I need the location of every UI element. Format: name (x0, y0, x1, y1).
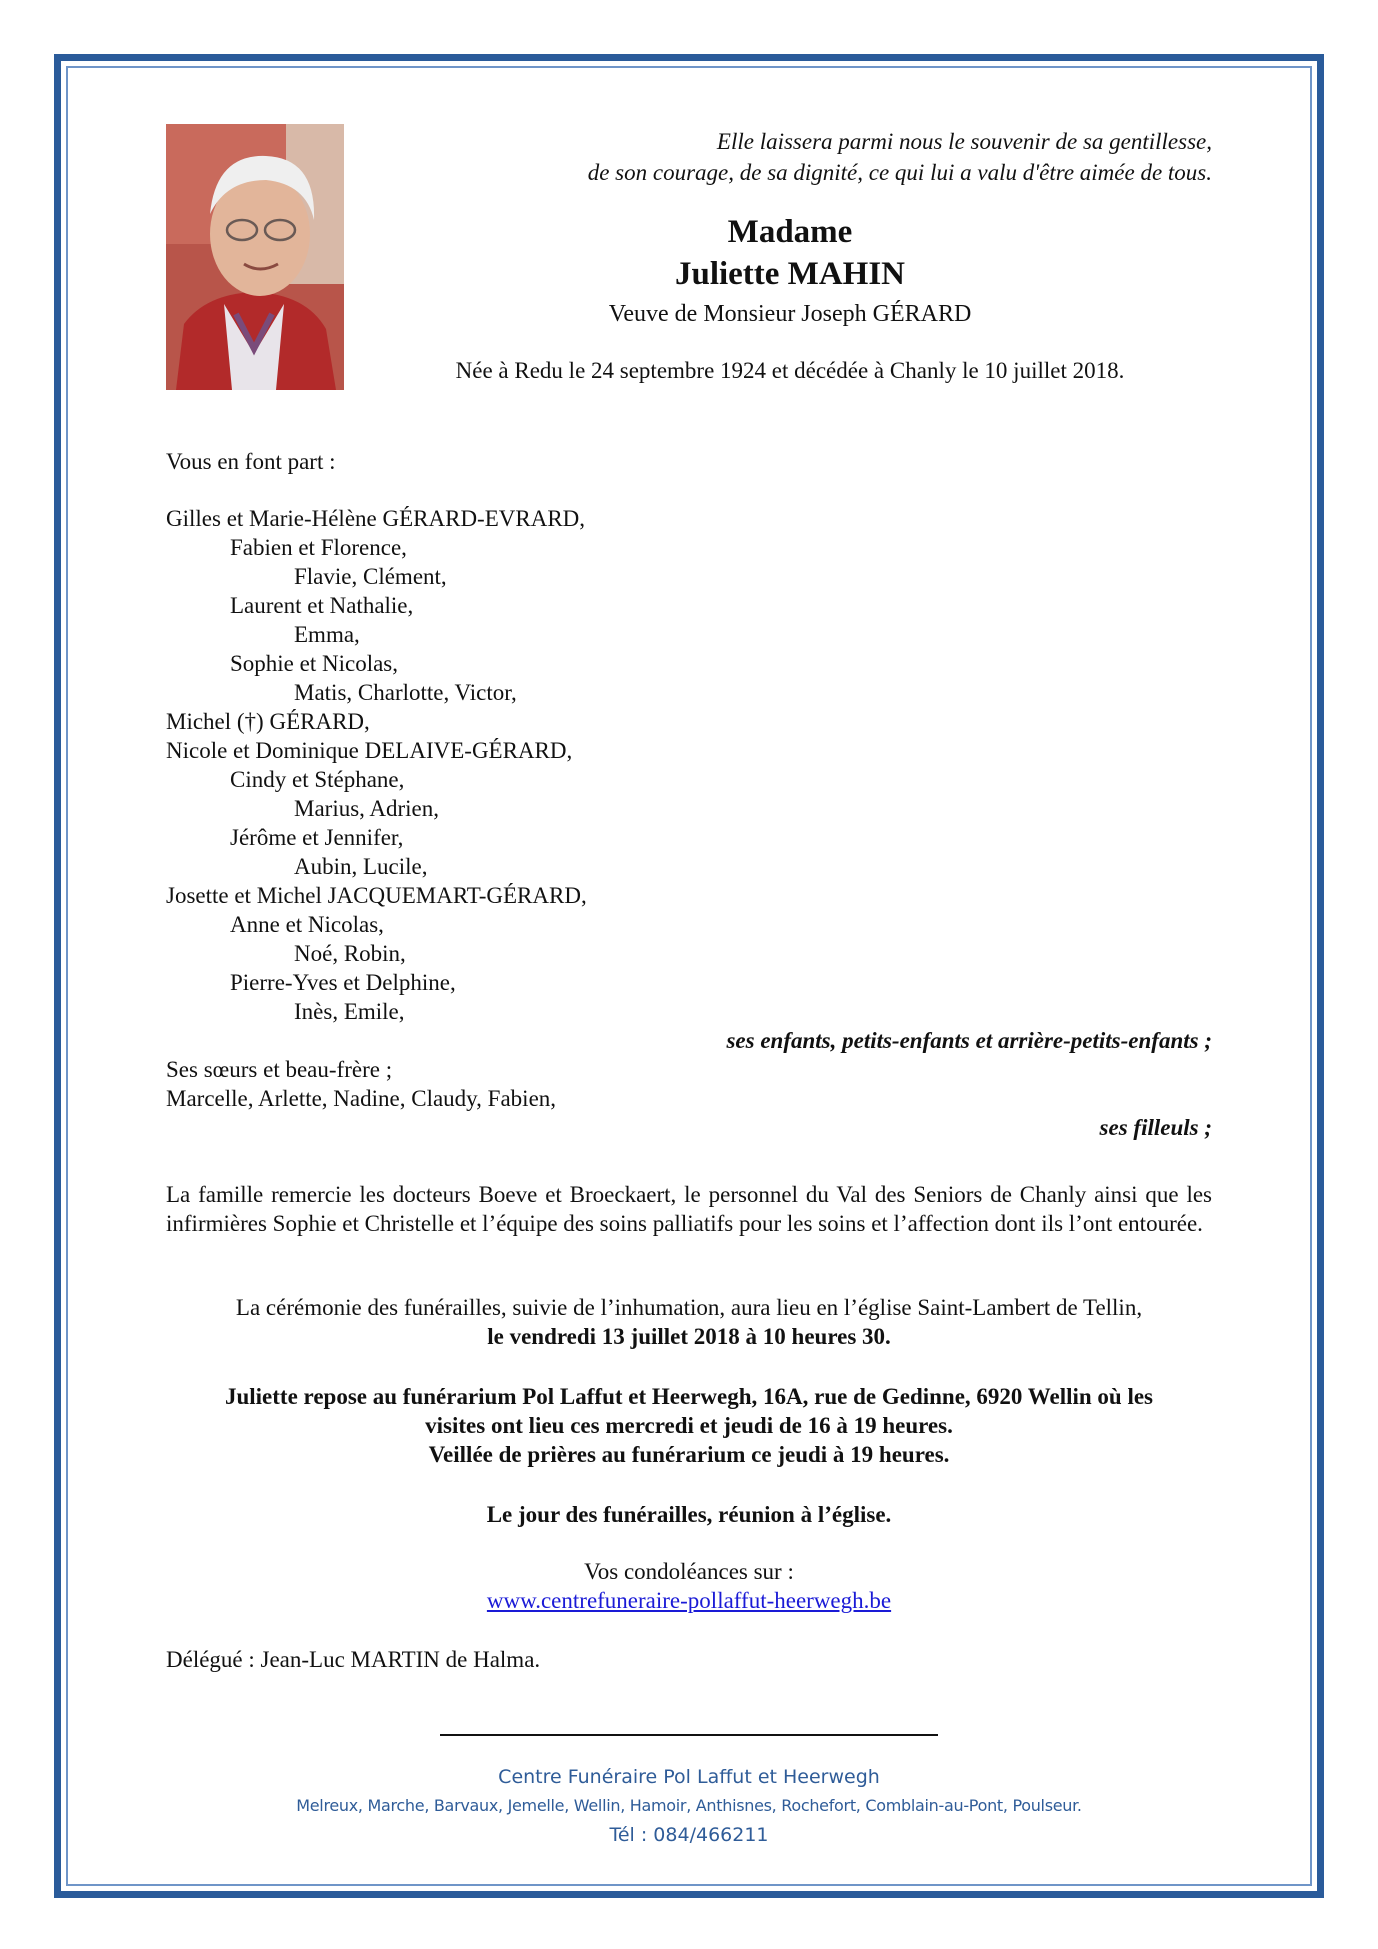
condolences-link[interactable]: www.centrefuneraire-pollaffut-heerwegh.be (486, 1588, 892, 1613)
family-member-line: Pierre-Yves et Delphine, (230, 970, 456, 995)
condolences (166, 1557, 1212, 1615)
epigraph-line-2: de son courage, de sa dignité, ce qui lui a valu d'être aimée de tous. (587, 160, 1212, 185)
family-member-line: Fabien et Florence, (230, 535, 407, 560)
intro-text: Vous en font part : (166, 449, 336, 474)
family-list (166, 504, 1212, 1142)
deceased-name: Juliette MAHIN (674, 256, 906, 292)
thanks-paragraph: La famille remercie les docteurs Boeve et Broeckaert, le personnel du Val des Seniors de Chanly ainsi que les infirmières Sophie et Christelle et l’équipe des soins palliatifs pour les soins et l’affection dont ils l’ont entourée. (166, 1182, 1212, 1236)
children-caption: ses enfants, petits-enfants et arrière-petits-enfants ; (726, 1028, 1212, 1053)
family-member-line: Anne et Nicolas, (230, 912, 384, 937)
godchildren-caption: ses filleuls ; (1099, 1115, 1212, 1140)
family-member-line: Michel (†) GÉRARD, (166, 709, 370, 734)
family-member-line: Flavie, Clément, (294, 564, 447, 589)
epigraph-line-1: Elle laissera parmi nous le souvenir de sa gentillesse, (716, 129, 1212, 154)
repose-line-1: Juliette repose au funérarium Pol Laffut et Heerwegh, 16A, rue de Gedinne, 6920 Wellin où les (224, 1384, 1154, 1409)
family-member-line: Jérôme et Jennifer, (230, 825, 404, 850)
birth-death-dates: Née à Redu le 24 septembre 1924 et décédée à Chanly le 10 juillet 2018. (455, 358, 1125, 383)
reunion-info: Le jour des funérailles, réunion à l’église. (486, 1502, 892, 1527)
family-member-line: Laurent et Nathalie, (230, 593, 414, 618)
salutation: Madame (727, 214, 853, 250)
ceremony-date: le vendredi 13 juillet 2018 à 10 heures 30. (487, 1324, 891, 1349)
ceremony-info (166, 1293, 1212, 1351)
footer-company: Centre Funéraire Pol Laffut et Heerwegh (498, 1766, 880, 1788)
family-member-line: Noé, Robin, (294, 941, 406, 966)
epigraph (412, 126, 1212, 188)
portrait-photo (166, 124, 344, 390)
family-member-line: Matis, Charlotte, Victor, (294, 680, 517, 705)
family-member-line: Emma, (294, 622, 360, 647)
footer-locations: Melreux, Marche, Barvaux, Jemelle, Wellin, Hamoir, Anthisnes, Rochefort, Comblain-au-Pont, Poulseur. (296, 1796, 1082, 1815)
family-member-line: Inès, Emile, (294, 999, 405, 1024)
godchildren-line: Marcelle, Arlette, Nadine, Claudy, Fabien, (166, 1086, 557, 1111)
family-member-line: Cindy et Stéphane, (230, 767, 405, 792)
footer-divider (440, 1734, 938, 1736)
repose-line-2: visites ont lieu ces mercredi et jeudi de 16 à 19 heures. (425, 1413, 953, 1438)
repose-info (166, 1382, 1212, 1469)
ceremony-line-1: La cérémonie des funérailles, suivie de l’inhumation, aura lieu en l’église Saint-Lambert de Tellin, (235, 1295, 1143, 1320)
condolences-label: Vos condoléances sur : (584, 1559, 794, 1584)
family-member-line: Marius, Adrien, (294, 796, 440, 821)
family-member-line: Josette et Michel JACQUEMART-GÉRARD, (166, 883, 587, 908)
delegate-line: Délégué : Jean-Luc MARTIN de Halma. (166, 1647, 541, 1672)
siblings-line: Ses sœurs et beau-frère ; (166, 1057, 393, 1082)
family-member-line: Nicole et Dominique DELAIVE-GÉRARD, (166, 738, 573, 763)
repose-line-3: Veillée de prières au funérarium ce jeudi à 19 heures. (428, 1442, 950, 1467)
widow-line: Veuve de Monsieur Joseph GÉRARD (608, 301, 972, 327)
family-member-line: Gilles et Marie-Hélène GÉRARD-EVRARD, (166, 506, 586, 531)
family-member-line: Aubin, Lucile, (294, 854, 428, 879)
footer-phone: Tél : 084/466211 (609, 1824, 769, 1846)
family-member-line: Sophie et Nicolas, (230, 651, 398, 676)
